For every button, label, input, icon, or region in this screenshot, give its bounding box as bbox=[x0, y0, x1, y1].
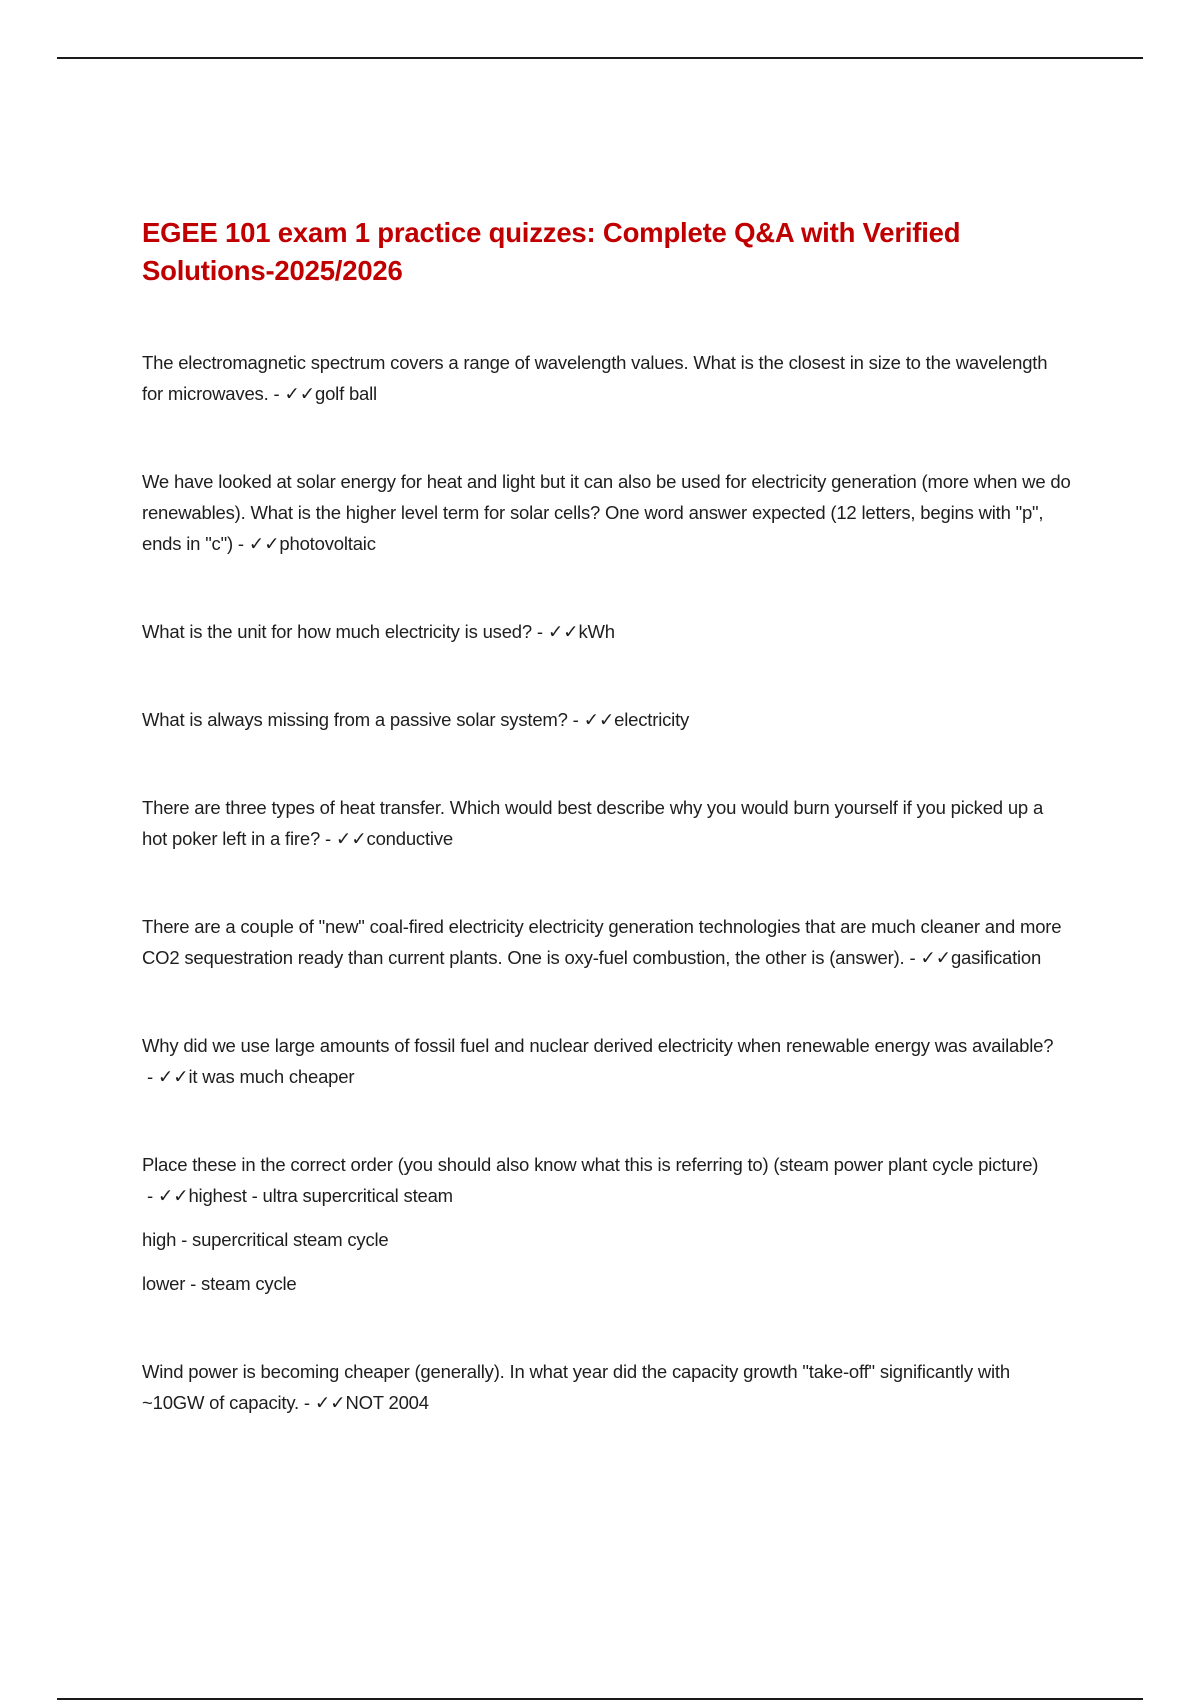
separator: - bbox=[142, 1185, 158, 1206]
question-8: Place these in the correct order (you should also know what this is referring to) (steam power plant cycle picture) bbox=[142, 1154, 1039, 1175]
separator: - bbox=[567, 709, 584, 730]
check-marks-icon: ✓✓ bbox=[920, 947, 951, 968]
answer-3: kWh bbox=[578, 621, 615, 642]
answer-6: gasification bbox=[950, 947, 1042, 968]
check-marks-icon: ✓✓ bbox=[314, 1392, 346, 1413]
question-2: We have looked at solar energy for heat and light but it can also be used for electricity generation (more when we do renewables). What is the higher level term for solar cells? One word answer expected (12 letters, begins with "p", ends in "c") bbox=[142, 471, 1071, 554]
qa-item-5 bbox=[142, 792, 1072, 854]
separator: - bbox=[904, 947, 921, 968]
qa-item-1 bbox=[142, 347, 1072, 409]
question-7: Why did we use large amounts of fossil fuel and nuclear derived electricity when renewable energy was available? bbox=[142, 1035, 1054, 1056]
answer-2: photovoltaic bbox=[279, 533, 376, 554]
qa-item-9 bbox=[142, 1356, 1072, 1418]
question-5: There are three types of heat transfer. Which would best describe why you would burn yourself if you picked up a hot poker left in a fire? bbox=[142, 797, 1044, 849]
document-title: EGEE 101 exam 1 practice quizzes: Complete Q&A with Verified Solutions-2025/2026 bbox=[142, 217, 961, 286]
question-9: Wind power is becoming cheaper (generally). In what year did the capacity growth "take-off" significantly with ~10GW of capacity. bbox=[142, 1361, 1010, 1413]
header-rule bbox=[57, 57, 1143, 59]
question-4: What is always missing from a passive solar system? bbox=[142, 709, 568, 730]
answer-4: electricity bbox=[614, 709, 690, 730]
answer-7: it was much cheaper bbox=[188, 1066, 355, 1087]
answer-5: conductive bbox=[366, 828, 453, 849]
answer-1: golf ball bbox=[314, 383, 377, 404]
qa-item-2 bbox=[142, 466, 1072, 559]
qa-item-7 bbox=[142, 1030, 1072, 1092]
question-3: What is the unit for how much electricity is used? bbox=[142, 621, 532, 642]
answer-8-continuation-2: lower - steam cycle bbox=[142, 1273, 297, 1294]
separator: - bbox=[142, 1066, 158, 1087]
answer-8-continuation-1: high - supercritical steam cycle bbox=[142, 1229, 389, 1250]
check-marks-icon: ✓✓ bbox=[157, 1185, 189, 1206]
qa-item-4 bbox=[142, 704, 1072, 735]
check-marks-icon: ✓✓ bbox=[335, 828, 367, 849]
check-marks-icon: ✓✓ bbox=[248, 533, 280, 554]
separator: - bbox=[268, 383, 285, 404]
qa-item-3 bbox=[142, 616, 1072, 647]
question-6: There are a couple of "new" coal-fired electricity electricity generation technologies that are much cleaner and more CO2 sequestration ready than current plants. One is oxy-fuel combustion, the other is (answer). bbox=[142, 916, 1062, 968]
answer-9: NOT 2004 bbox=[345, 1392, 429, 1413]
document-body bbox=[142, 214, 1072, 1418]
qa-item-8 bbox=[142, 1149, 1072, 1211]
check-marks-icon: ✓✓ bbox=[284, 383, 315, 404]
separator: - bbox=[531, 621, 548, 642]
separator: - bbox=[320, 828, 336, 849]
separator: - bbox=[232, 533, 249, 554]
question-1: The electromagnetic spectrum covers a range of wavelength values. What is the closest in size to the wavelength for microwaves. bbox=[142, 352, 1048, 404]
check-marks-icon: ✓✓ bbox=[583, 709, 615, 730]
answer-8: highest - ultra supercritical steam bbox=[188, 1185, 453, 1206]
qa-item-6 bbox=[142, 911, 1072, 973]
check-marks-icon: ✓✓ bbox=[547, 621, 579, 642]
check-marks-icon: ✓✓ bbox=[157, 1066, 189, 1087]
separator: - bbox=[298, 1392, 315, 1413]
